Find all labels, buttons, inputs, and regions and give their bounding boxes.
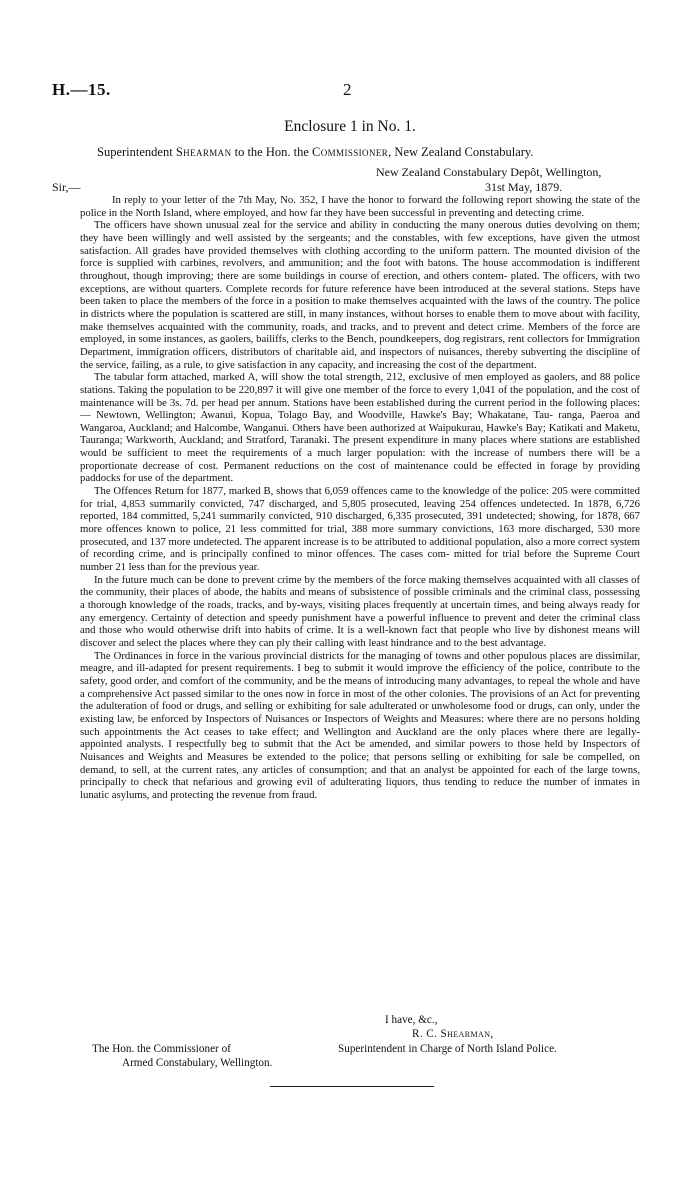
letter-body [80,194,640,802]
signature-name: R. C. Shearman, [412,1028,494,1040]
closing: I have, &c., [385,1014,438,1026]
enclosure-heading: Enclosure 1 in No. 1. [284,118,416,135]
subheading-to-title: Commissioner [312,145,389,159]
paper-reference: H.—15. [52,80,111,99]
sender-address: New Zealand Constabulary Depôt, Wellington, [376,165,602,179]
salutation: Sir,— [52,180,81,194]
letter-subheading [97,145,534,160]
body-paragraph: The Offences Return for 1877, marked B, shows that 6,059 offences came to the knowledge of the police: 205 were committed for trial, 4,853 summarily convicted, 747 discharged, and 5,805 prosecuted, leaving 254 offences undetected. In 1878, 6,726 reported, 184 committed, 5,241 summarily convicted, 910 discharged, 6,335 prosecuted, 391 undetected; showing, for 1878, 667 more offences known to police, 21 less committed for trial, 388 more summary convictions, 163 more discharged, 530 more prosecuted, and 137 more undetected. The apparent increase is to be attributed to additional population, also a more correct system of recording crime, and is principally confined to minor offences. The cases com- mitted for trial before the Supreme Court number 21 less than for the previous year. [80,485,640,574]
body-paragraph: The tabular form attached, marked A, will show the total strength, 212, exclusive of men employed as gaolers, and 88 police stations. Taking the population to be 220,897 it will give one member of the force to every 1,041 of the population, and the cost of maintenance will be 3s. 7d. per head per annum. Stations have been established during the current period in the following places:— Newtown, Wellington; Awanui, Kopua, Tolago Bay, and Woodville, Hawke's Bay; Whakatane, Tau- ranga, Paeroa and Wangaroa, Auckland; and Halcombe, Wanganui. Others have been authorized at Waipukurau, Hawke's Bay; Katikati and Maketu, Tauranga; Warkworth, Auckland; and Stratford, Taranaki. The present expenditure in many places where stations are established would be sufficient to meet the requirements of a much larger population: with the increase of numbers there will be a proportionate decrease of cost. Permanent reductions on the cost of maintenance could be effected in forage by providing paddocks for use of the department. [80,371,640,485]
letter-date: 31st May, 1879. [485,180,563,194]
recipient-line-2: Armed Constabulary, Wellington. [122,1057,273,1069]
subheading-org: , New Zealand Constabulary. [388,145,534,159]
body-paragraph: The officers have shown unusual zeal for the service and ability in conducting the many onerous duties devolving on them; they have been willingly and well assisted by the sergeants; and the constables, with few exceptions, have given the utmost satisfaction. All grades have provided themselves with clothing according to the uniform pattern. The mounted division of the force is supplied with carbines, revolvers, and ammunition; and the foot with batons. The house accommodation is indifferent throughout, though improving; there are some buildings in course of erection, and others contem- plated. The officers, with two exceptions, are without quarters. Complete records for future reference have been introduced at the several stations. Steps have been taken to place the members of the force in a position to make themselves acquainted with the laws of the country. The police in districts where the population is scattered are still, in many instances, without horses to enable them to move about with facility, make themselves acquainted with the community, roads, and tracks, and to prevent and detect crime. Members of the force are employed, in some instances, as gaolers, bailiffs, clerks to the Bench, poundkeepers, dog registrars, rent collectors for Immigration Department, immigration officers, distributors of charitable aid, and inspectors of nuisances, thereby subverting the discipline of the service, failing, as a rule, to give satisfaction in any capacity, and increasing the cost of the department. [80,219,640,371]
subheading-to: to the Hon. the [234,145,309,159]
signature-title: Superintendent in Charge of North Island Police. [338,1043,557,1055]
page-number: 2 [343,80,352,99]
subheading-from: Superintendent [97,145,173,159]
body-paragraph: In the future much can be done to prevent crime by the members of the force making themselves acquainted with all classes of the community, their places of abode, the habits and means of subsistence of possible criminals and the criminal class, possessing a thorough knowledge of the roads, tracks, and by-ways, visiting places frequently at uncertain times, and being always ready for any emergency. Certainty of detection and speedy punishment have a powerful influence to prevent and deter the criminal class and those who would otherwise drift into habits of crime. It is a well-known fact that people who live by dishonest means will discover and select the places where they can ply their calling with least hindrance and to the best advantage. [80,573,640,649]
section-divider [270,1086,434,1087]
body-paragraph: The Ordinances in force in the various provincial districts for the managing of towns and other populous places are dissimilar, meagre, and ill-adapted for present requirements. I beg to submit it would improve the efficiency of the police, contribute to the safety, good order, and comfort of the community, and be the means of introducing many advantages, to repeal the whole and have a comprehensive Act passed similar to the ones now in force in most of the other colonies. The provisions of an Act for preventing the adulteration of food or drugs, and selling or exhibiting for sale adulterated or unwholesome food or drugs, can only, under the existing law, be enforced by Inspectors of Nuisances or Inspectors of Weights and Measures: where there are no persons holding such appointments the Act ceases to take effect; and Wellington and Auckland are the only places where there are legally-appointed analysts. I respectfully beg to submit that the Act be amended, and similar powers to those held by Inspectors of Nuisances and Weights and Measures be extended to the police; that persons selling or exhibiting for sale be compelled, on demand, to sell, at the current rates, any articles of consumption; and that an analyst be appointed for each of the large towns, principally to check that nefarious and growing evil of adulterating liquors, thus tending to reduce the number of inmates in lunatic asylums, and protecting the revenue from fraud. [80,649,640,801]
recipient-line-1: The Hon. the Commissioner of [92,1043,231,1055]
body-paragraph: In reply to your letter of the 7th May, No. 352, I have the honor to forward the following report showing the state of the police in the North Island, where employed, and how far they have been successful in preventing and detecting crime. [80,194,640,219]
subheading-from-surname: Shearman [175,145,232,159]
